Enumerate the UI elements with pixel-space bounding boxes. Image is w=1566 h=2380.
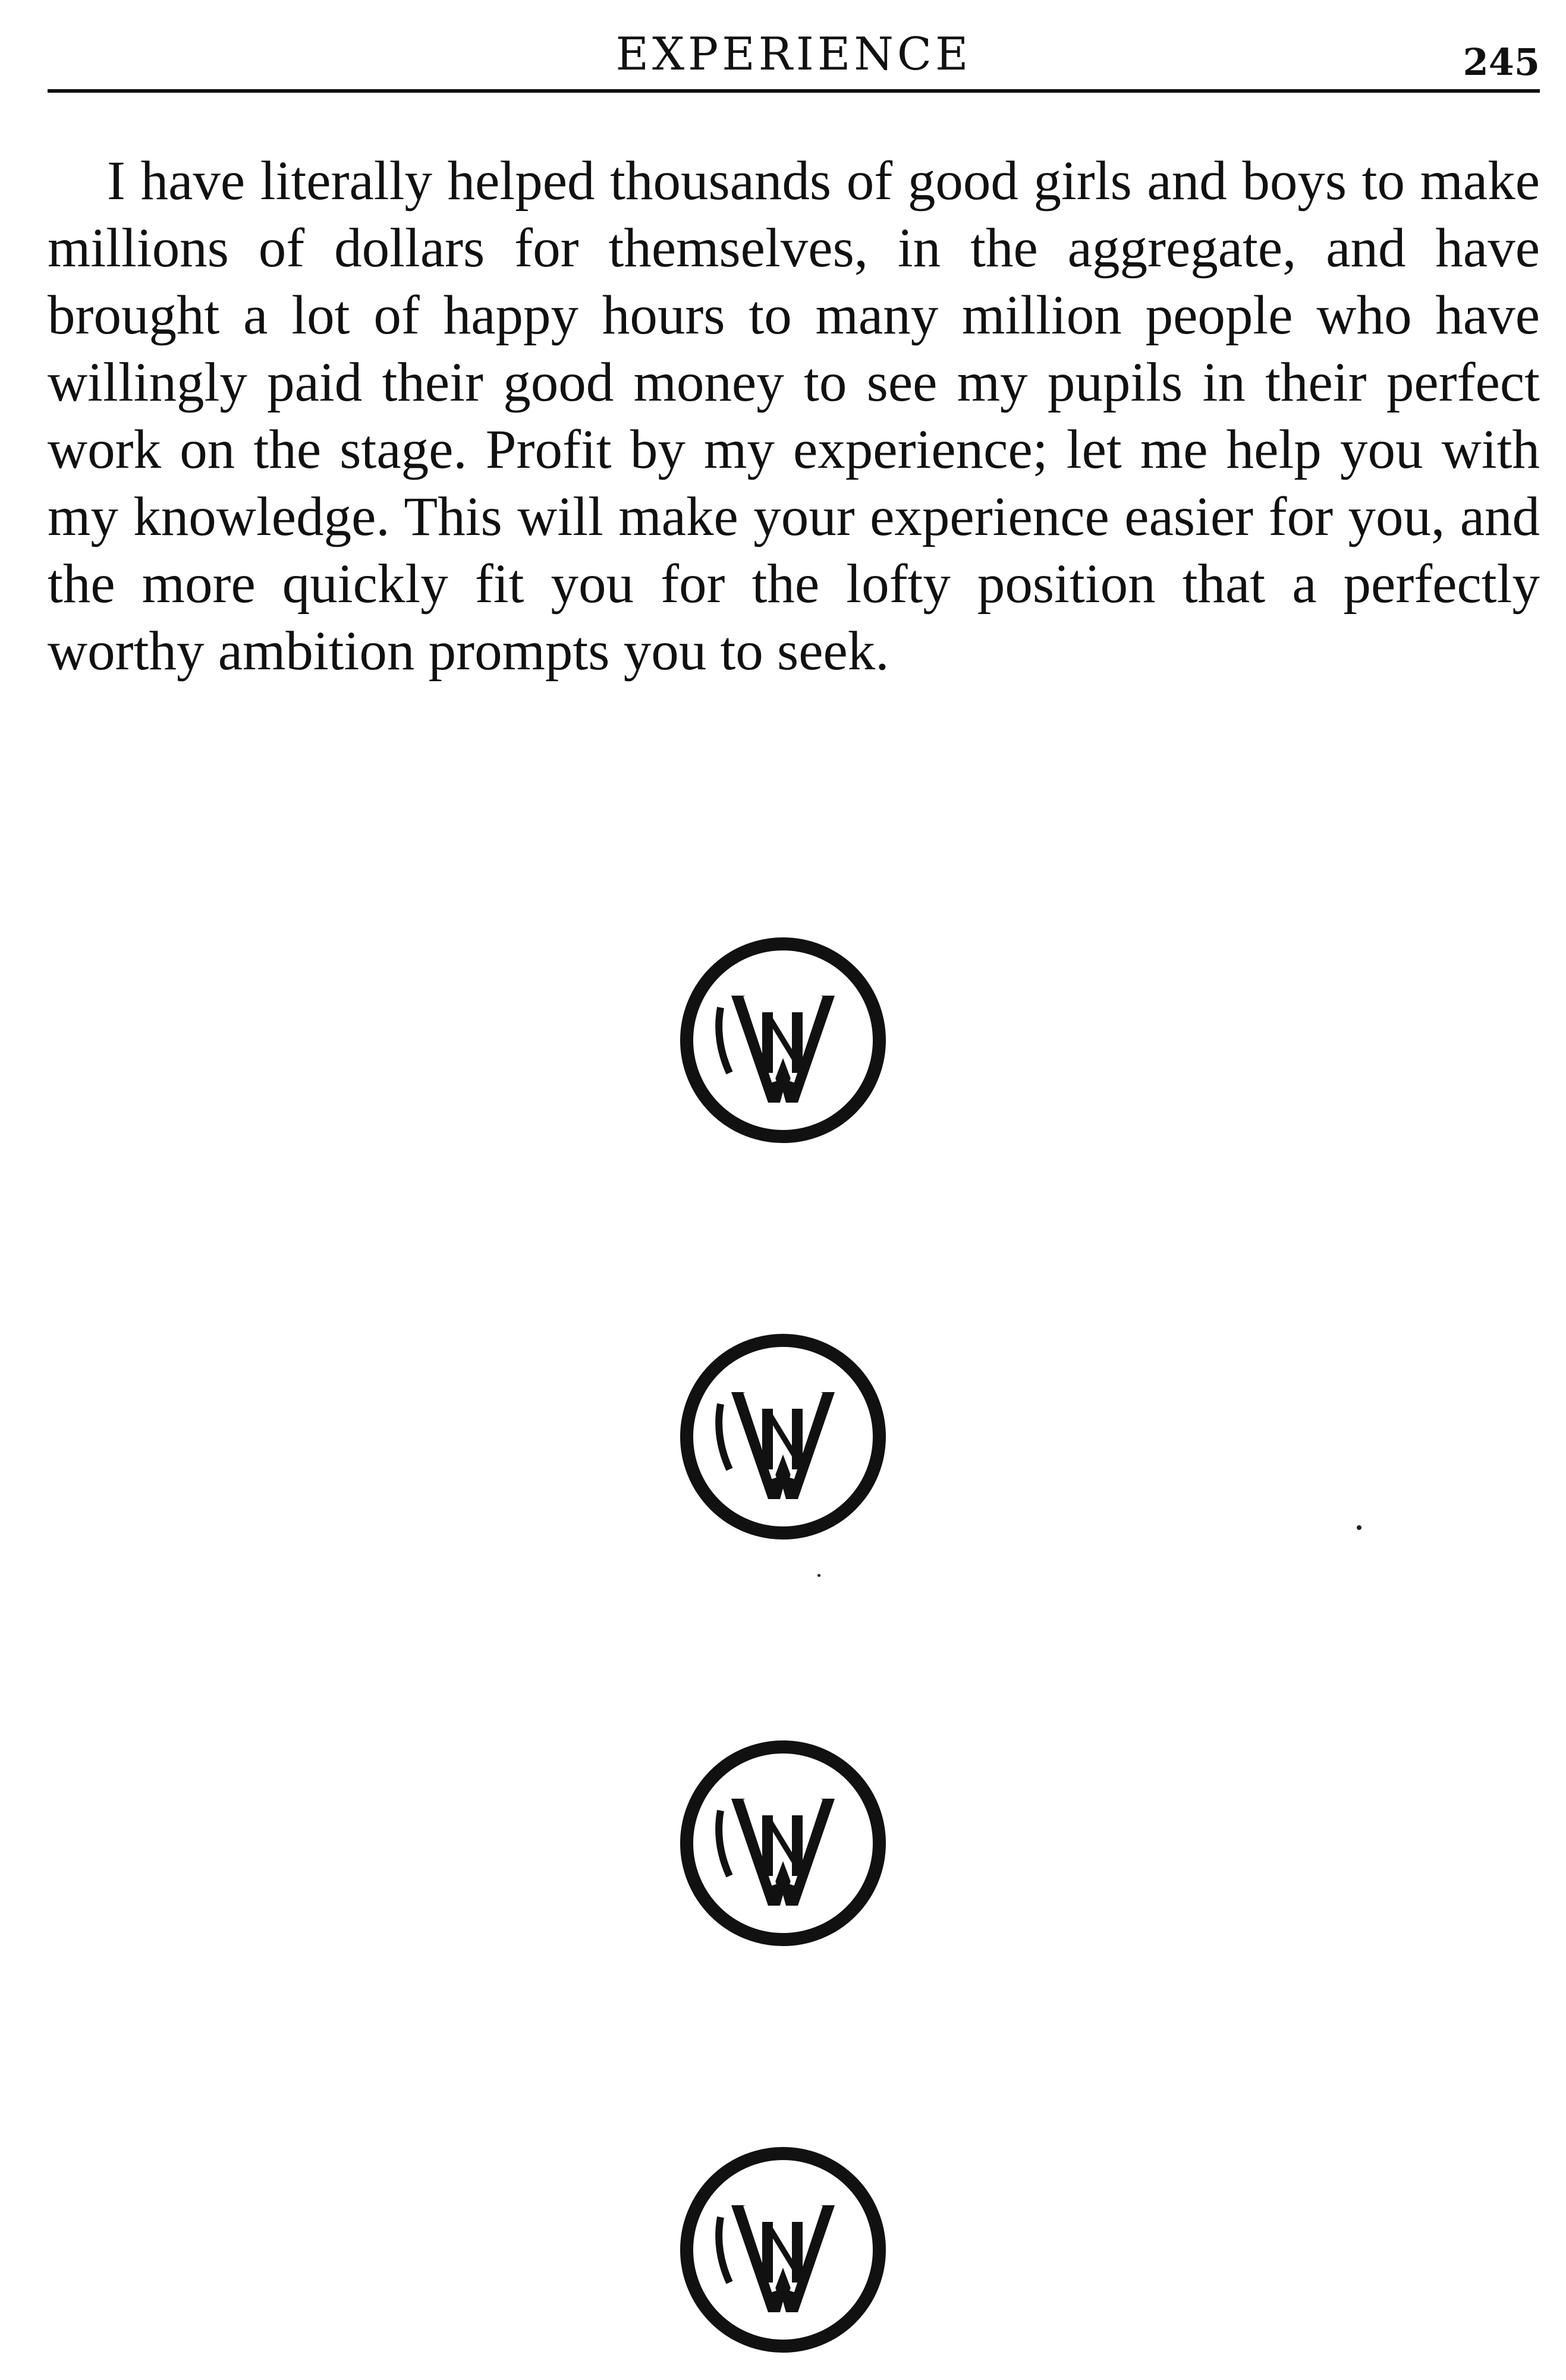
nw-monogram-seal-icon — [679, 2146, 887, 2354]
page-number: 245 — [1463, 40, 1540, 84]
print-speck — [1357, 1525, 1361, 1530]
paragraph: I have literally helped thousands of good girls and boys to make millions of dollars for themselves, in the aggregate, and have brought a lot of happy hours to many million people who have willingly paid their good money to see my pupils in their perfect work on the stage. Profit by my experience; let me help you with my knowledge. This will make your experience easier for you, and the more quickly fit you for the lofty position that a perfectly worthy ambition prompts you to seek. — [48, 150, 1540, 682]
nw-monogram-seal-icon — [679, 1739, 887, 1947]
running-title: EXPERIENCE — [615, 27, 972, 80]
print-speck — [817, 1574, 820, 1577]
nw-monogram-seal-icon — [679, 936, 887, 1144]
nw-monogram-seal-icon — [679, 1333, 887, 1541]
